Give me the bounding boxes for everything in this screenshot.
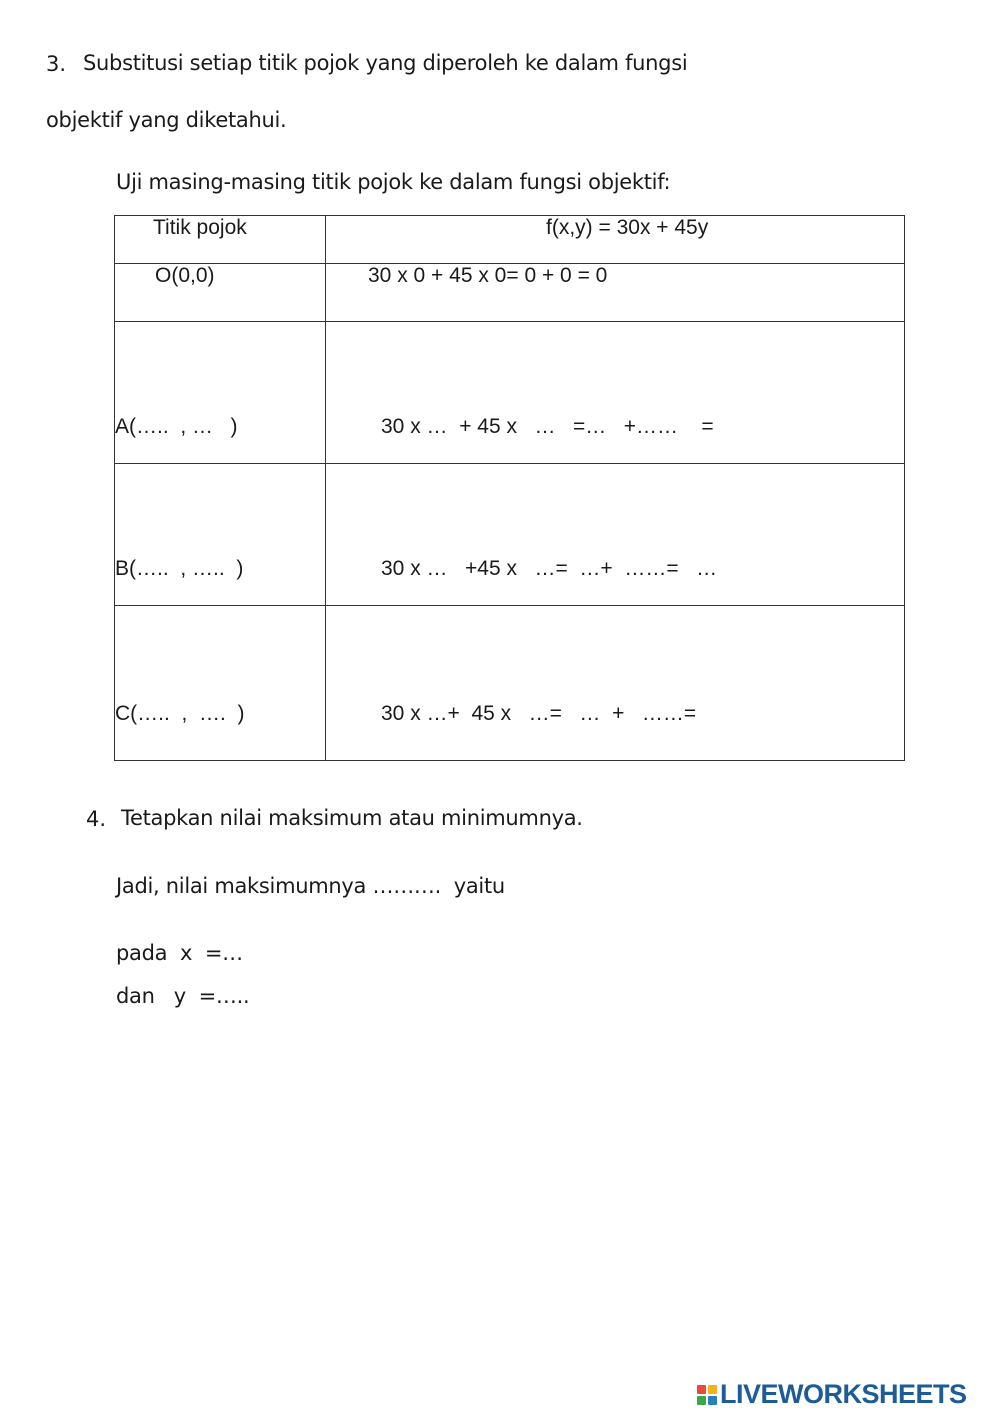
liveworksheets-logo	[697, 1379, 967, 1410]
table-header-row	[115, 216, 905, 264]
step-3-text-line1: Substitusi setiap titik pojok yang diperoleh ke dalam fungsi	[83, 51, 688, 75]
conclusion-max-value[interactable]: Jadi, nilai maksimumnya ………. yaitu	[116, 874, 505, 898]
step-4-number: 4.	[86, 807, 107, 831]
step-3-text-line2: objektif yang diketahui.	[46, 108, 287, 132]
point-b-cell[interactable]: B(….. , ….. )	[115, 464, 326, 606]
logo-squares-icon	[697, 1385, 717, 1405]
step-3-number: 3.	[46, 52, 67, 76]
point-a-cell[interactable]: A(….. , … )	[115, 322, 326, 464]
step-4-title: Tetapkan nilai maksimum atau minimumnya.	[121, 806, 583, 830]
point-o-cell: O(0,0)	[115, 264, 326, 322]
point-b-calculation[interactable]: 30 x … +45 x …= …+ ……= …	[326, 464, 905, 606]
table-row	[115, 606, 905, 761]
table-row	[115, 264, 905, 322]
conclusion-x-value[interactable]: pada x =…	[116, 941, 243, 965]
logo-text: LIVEWORKSHEETS	[720, 1379, 967, 1409]
step-3-intro: Uji masing-masing titik pojok ke dalam fungsi objektif:	[116, 170, 671, 194]
point-a-calculation[interactable]: 30 x … + 45 x … =… +…… =	[326, 322, 905, 464]
conclusion-y-value[interactable]: dan y =…..	[116, 984, 250, 1008]
table-row	[115, 464, 905, 606]
point-o-calculation: 30 x 0 + 45 x 0= 0 + 0 = 0	[326, 264, 905, 322]
point-c-calculation[interactable]: 30 x …+ 45 x …= … + ……=	[326, 606, 905, 761]
table-row	[115, 322, 905, 464]
header-corner-point: Titik pojok	[115, 216, 326, 264]
header-objective-function: f(x,y) = 30x + 45y	[326, 216, 905, 264]
point-c-cell[interactable]: C(….. , …. )	[115, 606, 326, 761]
corner-point-table	[114, 215, 905, 761]
